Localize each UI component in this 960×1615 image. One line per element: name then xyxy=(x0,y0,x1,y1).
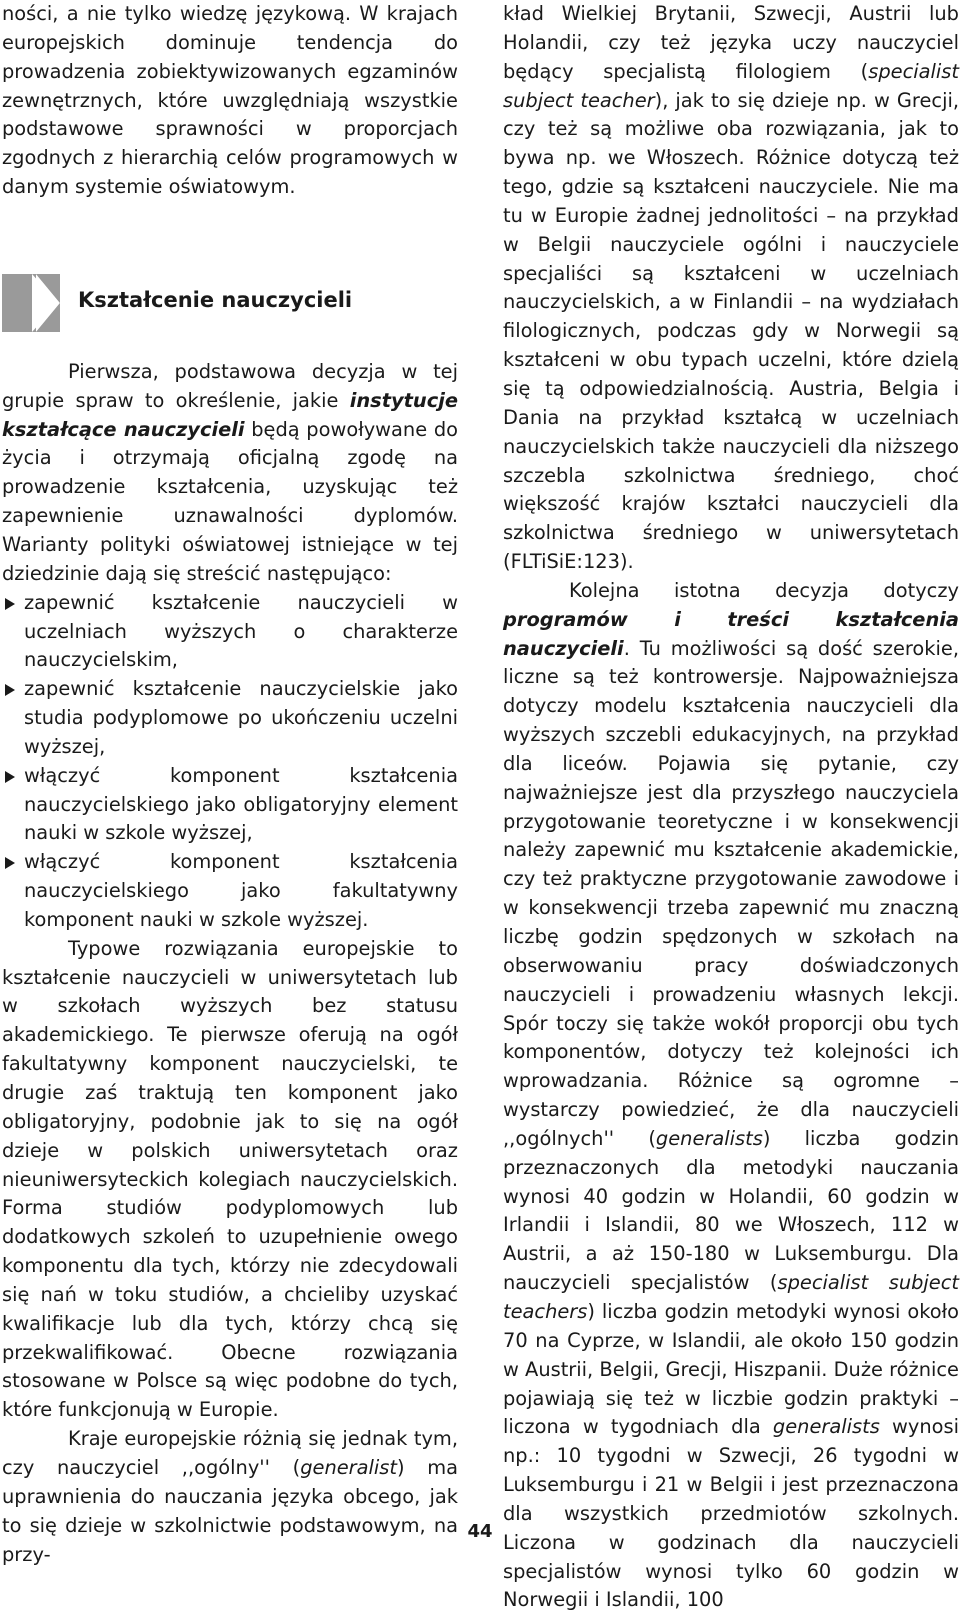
policy-variants-list xyxy=(2,589,458,935)
paragraph-institutions: Pierwsza, podstawowa decyzja w tej grupie spraw to określenie, jakie instytucje kształcące nauczycieli będą powoływane do życia i otrzymają oficjalną zgodę na prowadzenie kształcenia, uzyskując też zapewnienie uznawalności dyplomów. Warianty polityki oświatowej istniejące w tej dziedzinie dają się streścić następująco: xyxy=(2,359,458,585)
right-column xyxy=(503,0,959,1615)
list-item: włączyć komponent kształcenia nauczycielskiego jako fakultatywny komponent nauki w szkole wyższej. xyxy=(2,848,458,935)
list-item: zapewnić kształcenie nauczycielskie jako studia podyplomowe po ukończeniu uczelni wyższej, xyxy=(2,675,458,762)
list-item: zapewnić kształcenie nauczycieli w uczelniach wyższych o charakterze nauczycielskim, xyxy=(2,589,458,676)
paragraph-typical-solutions: Typowe rozwiązania europejskie to kształcenie nauczycieli w uniwersytetach lub w szkołach wyższych bez statusu akademickiego. Te pierwsze oferują na ogół fakultatywny komponent nauczycielski, te drugie zaś traktują ten komponent jako obligatoryjny, podobnie jak to się na ogół dzieje w polskich uniwersytetach oraz nieuniwersyteckich kolegiach nauczycielskich. Forma studiów podyplomowych lub dodatkowych szkoleń to uzupełnienie owego komponentu dla tych, którzy nie zdecydowali się nań w toku studiów, a chcieliby uzyskać kwalifikacje lub dla tych, którzy chcą się przekwalifikować. Obecne rozwiązania stosowane w Polsce są więc podobne do tych, które funkcjonują w Europie. xyxy=(2,936,458,1422)
paragraph-programs: Kolejna istotna decyzja dotyczy programów i treści kształcenia nauczycieli. Tu możliwości są dość szerokie, liczne są też kontrowersje. Najpoważniejsza dotyczy modelu kształcenia nauczycieli dla wyższych szczebli edukacyjnych, na przykład dla liceów. Pojawia się pytanie, czy najważniejsze jest dla przyszłego nauczyciela przygotowanie teoretyczne i w konsekwencji należy zapewnić mu kształcenie akademickie, czy też praktyczne przygotowanie zawodowe i w konsekwencji trzeba zapewnić mu znaczną liczbę godzin spędzonych w szkołach na obserwowaniu pracy doświadczonych nauczycieli i prowadzeniu własnych lekcji. Spór toczy się także wokół proporcji obu tych komponentów, dotyczy też kolejności ich wprowadzania. Różnice są ogromne – wystarczy powiedzieć, że dla nauczycieli ,,ogólnych'' (generalists) liczba godzin przeznaczonych dla metodyki nauczania wynosi 40 godzin w Holandii, 60 godzin w Irlandii i Islandii, 80 we Włoszech, 112 w Austrii, a aż 150-180 w Luksemburgu. Dla nauczycieli specjalistów (specialist subject teachers) liczba godzin metodyki wynosi około 70 na Cyprze, w Islandii, ale około 150 godzin w Austrii, Belgii, Grecji, Hiszpanii. Duże różnice pojawiają się też w liczbie godzin praktyki – liczona w tygodniach dla generalists wynosi np.: 10 tygodni w Szwecji, 26 tygodni w Luksemburgu i 21 w Belgii i jest przeznaczona dla wszystkich przedmiotów szkolnych. Liczona w godzinach dla nauczycieli specjalistów wynosi tylko 60 godzin w Norwegii i Islandii, 100 xyxy=(503,578,959,1612)
page-number: 44 xyxy=(467,1521,493,1542)
emphasis-institutions: instytucje kształcące nauczycieli xyxy=(2,388,458,441)
triangle-bullet-icon xyxy=(5,684,15,696)
triangle-bullet-icon xyxy=(5,771,15,783)
section-title: Kształcenie nauczycieli xyxy=(78,287,353,312)
paragraph-generalist: Kraje europejskie różnią się jednak tym, czy nauczyciel ,,ogólny'' (generalist) ma uprawnienia do nauczania języka obcego, jak to się dzieje w szkolnictwie podstawowym, na przy- xyxy=(2,1427,458,1566)
paragraph-countries: kład Wielkiej Brytanii, Szwecji, Austrii lub Holandii, czy też języka uczy nauczyciel będący specjalistą filologiem (specialist subject teacher), jak to się dzieje np. w Grecji, czy też są możliwe oba rozwiązania, jak to bywa np. we Włoszech. Różnice dotyczą też tego, gdzie są kształceni nauczyciele. Nie ma tu w Europie żadnej jednolitości – na przykład w Belgii nauczyciele ogólni i nauczyciele specjaliści są kształceni w uczelniach nauczycielskich, a w Finlandii – na wydziałach filologicznych, podczas gdy w Norwegii są kształceni w obu typach uczelni, które dzielą się tą odpowiedzialnością. Austria, Belgia i Dania na przykład kształcą w uczelniach nauczycielskich także nauczycieli dla niższego szczebla szkolnictwa średniego, choć większość krajów kształci nauczycieli dla szkolnictwa średniego w uniwersytetach (FLTiSiE:123). xyxy=(503,2,960,574)
triangle-bullet-icon xyxy=(5,857,15,869)
triangle-bullet-icon xyxy=(5,598,15,610)
list-item: włączyć komponent kształcenia nauczycielskiego jako obligatoryjny element nauki w szkole wyższej, xyxy=(2,762,458,849)
section-heading xyxy=(2,274,458,332)
left-column xyxy=(2,0,458,1569)
section-arrow-icon xyxy=(2,274,60,332)
emphasis-programs: programów i treści kształcenia nauczycieli xyxy=(503,607,959,660)
paragraph-continued: ności, a nie tylko wiedzę językową. W krajach europejskich dominuje tendencja do prowadzenia zobiektywizowanych egzaminów zewnętrznych, które uwzględniają wszystkie podstawowe sprawności w proporcjach zgodnych z hierarchią celów programowych w danym systemie oświatowym. xyxy=(2,2,458,199)
